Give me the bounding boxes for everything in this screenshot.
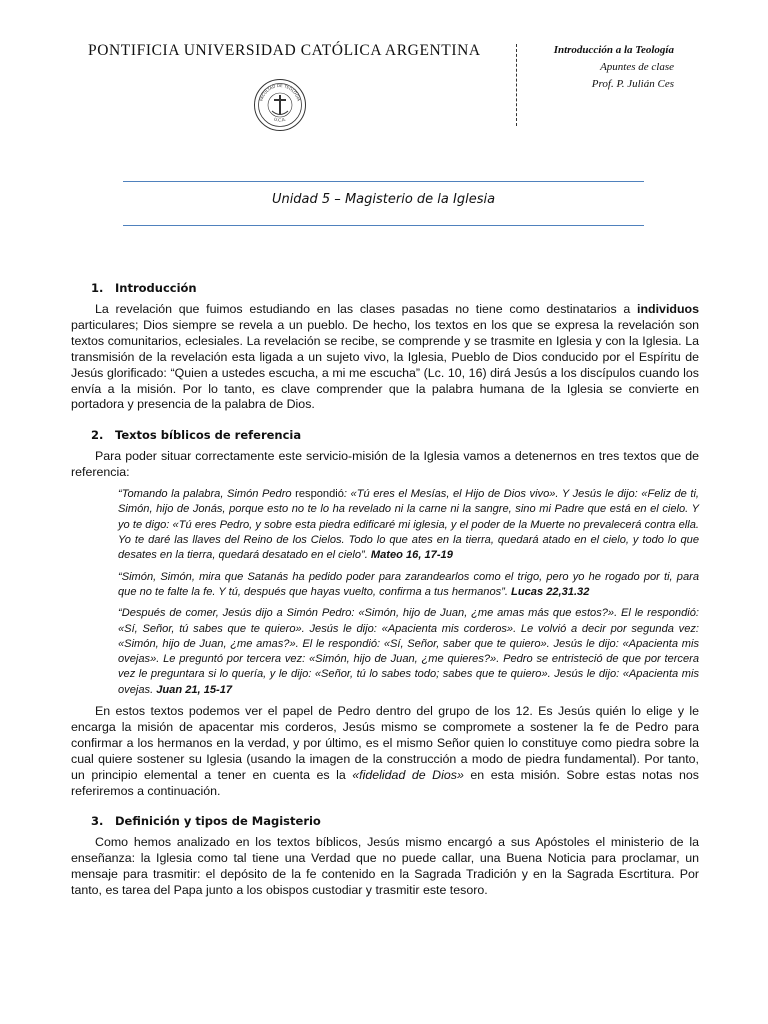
emphasis-text: individuos xyxy=(637,302,699,316)
section-number: 2. xyxy=(91,428,104,443)
paragraph-text: en esta misión. Sobre estas notas nos referiremos a continuación. xyxy=(71,767,699,798)
quote-reference: Lucas 22,31.32 xyxy=(511,585,590,598)
paragraph-text: En estos textos podemos ver el papel de Pedro dentro del grupo de los 12. Es Jesús quién lo elige y le encarga la misión de apacentar mis corderos, Jesús mismo se compromete a sostener la fe de Pedro para confirmar a los hermanos en la verdad, y por último, es el mismo Señor quien lo constituye como piedra sobre la cual quiere sostener su Iglesia (usando la imagen de la construcción a modo de piedra fundamental). Por tanto, un principio elemental a tener en cuenta es la xyxy=(71,704,699,782)
section-heading-introduccion xyxy=(91,280,699,296)
section-number: 1. xyxy=(91,281,104,295)
quote-reference: Juan 21, 15-17 xyxy=(156,683,233,696)
quote-narration: respondió xyxy=(295,488,344,501)
quote-juan xyxy=(118,606,699,698)
university-name: PONTIFICIA UNIVERSIDAD CATÓLICA ARGENTINA xyxy=(88,42,481,59)
course-info xyxy=(520,42,674,93)
unit-title: Unidad 5 – Magisterio de la Iglesia xyxy=(271,192,496,207)
quote-text: : «Tú eres el Mesías, el Hijo de Dios vivo». Y Jesús le dijo: «Feliz de ti, Simón, hijo de Jonás, porque esto no te lo ha revelado ni la carne ni la sangre, sino mi Padre que está en el cielo. Y yo te digo: «Tú eres Pedro, y sobre esta piedra edificaré mi iglesia, y el poder de la Muerte no prevalecerá contra ella. Yo te daré las llaves del Reino de los Cielos. Todo lo que ates en la tierra, quedará atado en el cielo, y todo lo que desates en la tierra, quedará desatado en el cielo”. xyxy=(118,488,699,562)
quote-lucas xyxy=(118,570,699,601)
course-name: Introducción a la Teología xyxy=(553,44,674,56)
paragraph-text: La revelación que fuimos estudiando en las clases pasadas no tiene como destinatarios a xyxy=(95,302,638,316)
section-heading-definicion xyxy=(91,813,699,829)
quote-text: “Tomando la palabra, Simón Pedro xyxy=(118,488,296,501)
quote-text: “Simón, Simón, mira que Satanás ha pedido poder para zarandearlos como el trigo, pero yo he rogado por ti, para que no te falte la fe. Y tú, después que hayas vuelto, confirma a tus hermanos”. xyxy=(118,570,699,598)
svg-text:U.C.A.: U.C.A. xyxy=(273,116,287,123)
university-seal-icon xyxy=(253,78,307,132)
unit-title-bottom-rule xyxy=(123,225,644,226)
header-divider xyxy=(516,44,517,126)
quote-reference: Mateo 16, 17-19 xyxy=(370,549,453,562)
unit-title-top-rule xyxy=(123,181,644,182)
notes-label: Apuntes de clase xyxy=(600,61,674,73)
emphasis-text: «fidelidad de Dios» xyxy=(352,767,464,782)
quote-text: “Después de comer, Jesús dijo a Simón Pedro: «Simón, hijo de Juan, ¿me amas más que estos?». El le respondió: «Sí, Señor, tú sabes que te quiero». Jesús le dijo: «Apacienta mis corderos». Le volvió a decir por segunda vez: «Simón, hijo de Juan, ¿me amas?». El le respondió: «Sí, Señor, saber que te quiero». Jesús le dijo: «Apacienta mis ovejas». Le preguntó por tercera vez: «Simón, hijo de Juan, ¿me quieres?». Pedro se entristeció de que por tercera vez le preguntara si lo quería, y le dijo: «Señor, tú lo sabes todo; sabes que te quiero». Jesús le dijo: «Apacienta mis ovejas. xyxy=(118,607,699,696)
professor-name: Prof. P. Julián Ces xyxy=(591,78,674,90)
paragraph-textos-analysis xyxy=(71,704,699,799)
section-title: Introducción xyxy=(115,281,197,295)
quote-mateo xyxy=(118,487,699,563)
document-body xyxy=(71,280,699,899)
section-heading-textos-biblicos xyxy=(91,427,699,443)
section-title: Definición y tipos de Magisterio xyxy=(115,814,321,829)
section-number: 3. xyxy=(91,814,104,829)
paragraph-definicion: Como hemos analizado en los textos bíblicos, Jesús mismo encargó a sus Apóstoles el ministerio de la enseñanza: la Iglesia como tal tiene una Verdad que no puede callar, una Buena Noticia para proclamar, un mensaje para trasmitir: el depósito de la fe contenido en la Sagrada Tradición y en la Sagrada Escrtitura. Por tanto, es tarea del Papa junto a los obispos custodiar y trasmitir este tesoro. xyxy=(71,835,699,898)
svg-text:FACULTAD DE TEOLOGÍA: FACULTAD DE TEOLOGÍA xyxy=(258,82,302,102)
page-header xyxy=(0,0,768,140)
paragraph-text: particulares; Dios siempre se revela a un pueblo. De hecho, los textos en los que se expresa la revelación son textos comunitarios, eclesiales. La revelación se recibe, se comprende y se trasmite en Iglesia y con la Iglesia. La transmisión de la revelación esta ligada a un sujeto vivo, la Iglesia, Pueblo de Dios conducido por el Espíritu de Jesús glorificado: “Quien a ustedes escucha, a mi me escucha” (Lc. 10, 16) dirá Jesús a los discípulos cuando los envía a la misión. Por lo tanto, es clave comprender que la palabra humana de la Iglesia se convierte en portadora y presencia de la palabra de Dios. xyxy=(71,317,699,412)
paragraph-introduccion xyxy=(71,302,699,413)
paragraph-textos-intro: Para poder situar correctamente este servicio-misión de la Iglesia vamos a detenernos en tres textos que de referencia: xyxy=(71,449,699,480)
section-title: Textos bíblicos de referencia xyxy=(115,428,302,443)
